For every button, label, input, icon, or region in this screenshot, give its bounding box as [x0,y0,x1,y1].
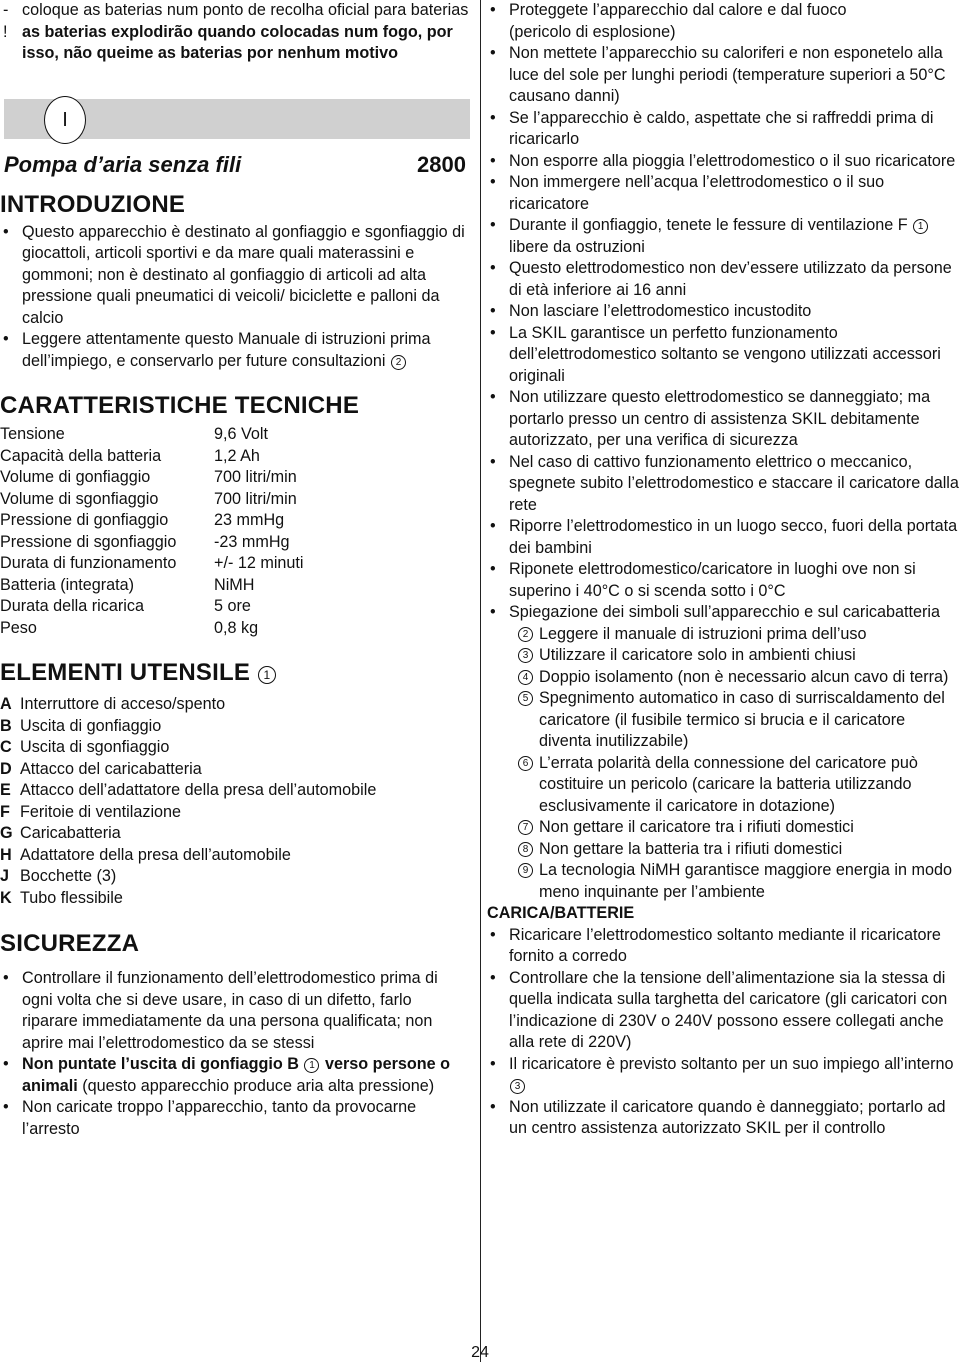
symbol-item [487,753,960,818]
spec-value: +/- 12 minuti [214,554,304,572]
bullet-icon: • [490,388,496,406]
spec-row [0,553,470,575]
bullet-icon: • [3,1098,9,1116]
elementi-letter: C [0,738,12,756]
bullet-icon: • [490,323,496,342]
bullet-icon: • [490,517,496,535]
specs-table [0,424,470,639]
list-item-text: Leggere attentamente questo Manuale di istruzioni prima dell’impiego, e conservarlo per future consultazioni [22,330,431,370]
elementi-text: Caricabatteria [20,824,121,842]
product-title [0,151,470,179]
language-bar [4,99,470,139]
elementi-letter: K [0,888,12,907]
bullet-icon: • [3,330,9,348]
list-item [487,387,960,452]
spec-label: Pressione di sgonfiaggio [0,532,177,551]
list-item [487,323,960,388]
elementi-text: Feritoie di ventilazione [20,802,182,821]
list-item-text: Controllare che la tensione dell’alimentazione sia la stessa di quella indicata sulla targhetta del caricatore (gli caricatori con l’indicazione di 230V o 240V possono essere collegati anche alla rete di 220V) [509,968,948,1051]
elementi-text: Adattatore della presa dell’automobile [20,845,291,864]
list-item [487,452,960,517]
bullet-icon: ! [3,22,8,41]
bullet-icon: • [490,302,496,320]
elementi-letter: F [0,802,10,821]
bullet-icon: - [3,1,9,19]
list-item-text: Controllare il funzionamento dell’elettrodomestico prima di ogni volta che si deve usare, in caso di un difetto, farlo riparare immediatamente da una persona qualificata; non aprire mai l’elettrodomestico da se stessi [22,969,438,1052]
spec-row [0,575,470,597]
ref-1-icon: 1 [304,1058,319,1073]
list-item [487,215,960,258]
symbol-item [487,645,960,667]
bullet-icon: • [490,44,496,62]
list-item-text: Riporre l’elettrodomestico in un luogo secco, fuori della portata dei bambini [509,517,958,557]
symbol-number-icon: 4 [518,670,533,685]
symbol-item [487,817,960,839]
list-item [487,151,960,173]
list-item [487,925,960,968]
bullet-icon: • [490,173,496,191]
column-divider [480,0,481,1362]
elementi-letter: B [0,716,12,735]
symbol-item [487,688,960,753]
right-list-a [487,43,960,215]
spec-label: Peso [0,618,37,637]
bullet-icon: • [490,1,496,19]
elementi-item [0,694,470,716]
spec-row [0,596,470,618]
list-item [487,559,960,602]
list-item-text: Nel caso di cattivo funzionamento elettrico o meccanico, spegnete subito l’elettrodomestico e staccare il caricatore dalla rete [509,452,959,514]
elementi-item [0,737,470,759]
spec-value: 700 litri/min [214,489,297,508]
carica-list [487,925,960,1054]
list-item-text: Riponete elettrodomestico/caricatore in luoghi ove non si superino i 40°C o si scenda sotto i 0°C [509,560,916,600]
spec-row [0,489,470,511]
symbol-text: Non gettare la batteria tra i rifiuti domestici [539,839,843,858]
right-column [487,0,960,1140]
battery-disposal-list [0,0,470,65]
list-item [487,172,960,215]
list-item [0,968,470,1054]
list-item-text: Non immergere nell’acqua l’elettrodomestico o il suo ricaricatore [509,173,885,213]
elementi-text: Uscita di gonfiaggio [20,716,162,735]
ref-2-icon: 2 [391,355,406,370]
symbol-number-icon: 3 [518,648,533,663]
spec-row [0,532,470,554]
spec-label: Durata della ricarica [0,597,144,615]
symbols-list [487,624,960,904]
spec-label: Tensione [0,425,65,443]
product-name: Pompa d’aria senza fili [4,151,242,177]
symbol-text: La tecnologia NiMH garantisce maggiore energia in modo meno inquinante per l’ambiente [539,861,953,901]
sicurezza-list [0,968,470,1140]
symbol-text: Non gettare il caricatore tra i rifiuti domestici [539,818,854,836]
language-code-badge: I [44,96,86,144]
spec-row [0,467,470,489]
spec-label: Pressione di gonfiaggio [0,511,169,529]
bullet-icon: • [490,968,496,987]
symbol-number-icon: 8 [518,842,533,857]
spec-value: 23 mmHg [214,511,285,529]
symbol-item [487,839,960,861]
list-item-text: coloque as baterias num ponto de recolha oficial para baterias [22,1,469,19]
list-item [0,22,470,65]
bullet-icon: • [490,603,496,621]
elementi-text: Tubo flessibile [20,888,123,907]
elementi-text: Bocchette (3) [20,867,117,885]
list-item [487,108,960,151]
symbol-number-icon: 2 [518,627,533,642]
list-item-text: Non utilizzare questo elettrodomestico se danneggiato; ma portarlo presso un centro di assistenza SKIL debitamente autorizzato, per una verifica di sicurezza [509,388,931,449]
bullet-icon: • [490,1054,496,1073]
elementi-item [0,845,470,867]
bullet-icon: • [490,216,496,234]
list-item [487,301,960,323]
elementi-letter: E [0,781,11,799]
spec-row [0,446,470,468]
list-item-text: La SKIL garantisce un perfetto funzionamento dell’elettrodomestico soltanto se vengono utilizzati accessori originali [509,323,941,385]
bullet-icon: • [3,222,9,241]
list-item [487,0,960,43]
list-item-text: Non lasciare l’elettrodomestico incustodito [509,302,812,320]
elementi-letter: J [0,867,10,885]
product-model: 2800 [417,151,466,177]
symbol-text: Doppio isolamento (non è necessario alcun cavo di terra) [539,667,949,686]
list-item-text: Se l’apparecchio è caldo, aspettate che si raffreddi prima di ricaricarlo [509,108,934,148]
symbol-text: Leggere il manuale di istruzioni prima dell’uso [539,624,867,643]
list-item-text: Questo apparecchio è destinato al gonfiaggio e sgonfiaggio di giocattoli, articoli sportivi e da mare quali materassini e gommoni; non è destinato al gonfiaggio di articoli ad alta pressione quali pneumatici di veicoli/ biciclette e palloni da calcio [22,222,465,327]
list-item-text: (pericolo di esplosione) [509,22,676,41]
bullet-icon: • [490,560,496,578]
list-item-text: Ricaricare l’elettrodomestico soltanto mediante il ricaricatore fornito a corredo [509,925,941,965]
list-item-bold-text: Non puntate l’uscita di gonfiaggio B [22,1055,299,1073]
elementi-item [0,780,470,802]
elementi-letter: G [0,824,13,842]
list-item-text: Spiegazione dei simboli sull’apparecchio e sul caricabatteria [509,603,941,621]
elementi-item [0,888,470,910]
bullet-icon: • [490,452,496,471]
elementi-item [0,759,470,781]
list-item-text: Il ricaricatore è previsto soltanto per un suo impiego all’interno [509,1054,954,1073]
elementi-text: Attacco del caricabatteria [20,759,202,778]
symbol-text: Utilizzare il caricatore solo in ambienti chiusi [539,646,856,664]
spec-value: 1,2 Ah [214,446,260,465]
introduzione-list [0,222,470,373]
list-item-text: libere da ostruzioni [509,237,645,256]
list-item-text: Durante il gonfiaggio, tenete le fessure di ventilazione F [509,216,908,234]
elementi-item [0,866,470,888]
symbol-text: L’errata polarità della connessione del caricatore può costituire un pericolo (caricare la batteria utilizzando esclusivamente il caricatore in dotazione) [539,753,918,815]
spec-label: Durata di funzionamento [0,554,177,572]
elementi-text: Uscita di sgonfiaggio [20,738,170,756]
symbol-item [487,860,960,903]
spec-value: 9,6 Volt [214,425,268,443]
symbol-text: Spegnimento automatico in caso di surriscaldamento del caricatore (il fusibile termico si brucia e il caricatore diventa inutilizzabile) [539,689,945,750]
spec-row [0,510,470,532]
heading-elementi [0,659,470,687]
bullet-icon: • [490,925,496,944]
symbol-number-icon: 7 [518,820,533,835]
bullet-icon: • [490,151,496,170]
symbol-item [487,624,960,646]
spec-value: NiMH [214,575,255,594]
ref-1-icon: 1 [913,219,928,234]
list-item-text: Non caricate troppo l’apparecchio, tanto da provocarne l’arresto [22,1098,417,1138]
heading-introduzione: INTRODUZIONE [0,190,186,218]
ref-1-icon: 1 [258,666,276,684]
bullet-icon: • [490,108,496,127]
list-item [0,329,470,372]
list-item [487,1054,960,1097]
list-item [0,0,470,22]
list-item [487,602,960,624]
right-list-b [487,258,960,624]
list-item [0,1097,470,1140]
spec-value: -23 mmHg [214,532,290,551]
list-item-text: Non utilizzate il caricatore quando è danneggiato; portarlo ad un centro assistenza autorizzato SKIL per il controllo [509,1097,946,1137]
list-item-text: as baterias explodirão quando colocadas num fogo, por isso, não queime as baterias por nenhum motivo [22,22,453,62]
spec-value: 5 ore [214,597,251,615]
list-item-bold-text: verso persone o animali [22,1055,451,1095]
spec-value: 0,8 kg [214,618,259,637]
bullet-icon: • [490,1097,496,1116]
list-item [0,1054,470,1097]
elementi-letter: D [0,759,12,778]
spec-label: Batteria (integrata) [0,575,135,594]
list-item [487,1097,960,1140]
list-item-text: Proteggete l’apparecchio dal calore e dal fuoco [509,1,847,19]
list-item [487,968,960,1054]
list-item [487,43,960,108]
list-item [0,222,470,330]
left-column [0,0,470,1140]
list-item-text: (questo apparecchio produce aria alta pressione) [82,1076,435,1095]
heading-caratteristiche: CARATTERISTICHE TECNICHE [0,392,360,419]
bullet-icon: • [3,969,9,987]
spec-value: 700 litri/min [214,468,297,486]
spec-label: Volume di gonfiaggio [0,468,151,486]
elementi-item [0,802,470,824]
spec-label: Capacità della batteria [0,446,162,465]
spec-row [0,424,470,446]
list-item [487,516,960,559]
list-item-text: Non esporre alla pioggia l’elettrodomestico o il suo ricaricatore [509,151,956,170]
bullet-icon: • [490,259,496,277]
page-number: 24 [471,1344,489,1361]
list-item-text: Questo elettrodomestico non dev’essere utilizzato da persone di età inferiore ai 16 anni [509,259,952,299]
symbol-number-icon: 9 [518,863,533,878]
list-item [487,258,960,301]
heading-carica: CARICA/BATTERIE [487,904,635,922]
elementi-text: Interruttore di acceso/spento [20,695,226,713]
heading-elementi-text: ELEMENTI UTENSILE [0,659,251,686]
list-item-text: Non mettete l’apparecchio su caloriferi e non esponetelo alla luce del sole per lunghi periodi (temperature superiori a 50°C causano danni) [509,44,946,105]
elementi-list [0,694,470,909]
elementi-letter: H [0,845,12,864]
elementi-letter: A [0,695,12,713]
elementi-item [0,823,470,845]
spec-label: Volume di sgonfiaggio [0,489,159,508]
symbol-number-icon: 5 [518,691,533,706]
symbol-item [487,667,960,689]
elementi-item [0,716,470,738]
elementi-text: Attacco dell’adattatore della presa dell’automobile [20,781,377,799]
bullet-icon: • [3,1055,9,1073]
spec-row [0,618,470,640]
ref-3-icon: 3 [510,1079,525,1094]
heading-sicurezza: SICUREZZA [0,930,140,957]
symbol-number-icon: 6 [518,756,533,771]
